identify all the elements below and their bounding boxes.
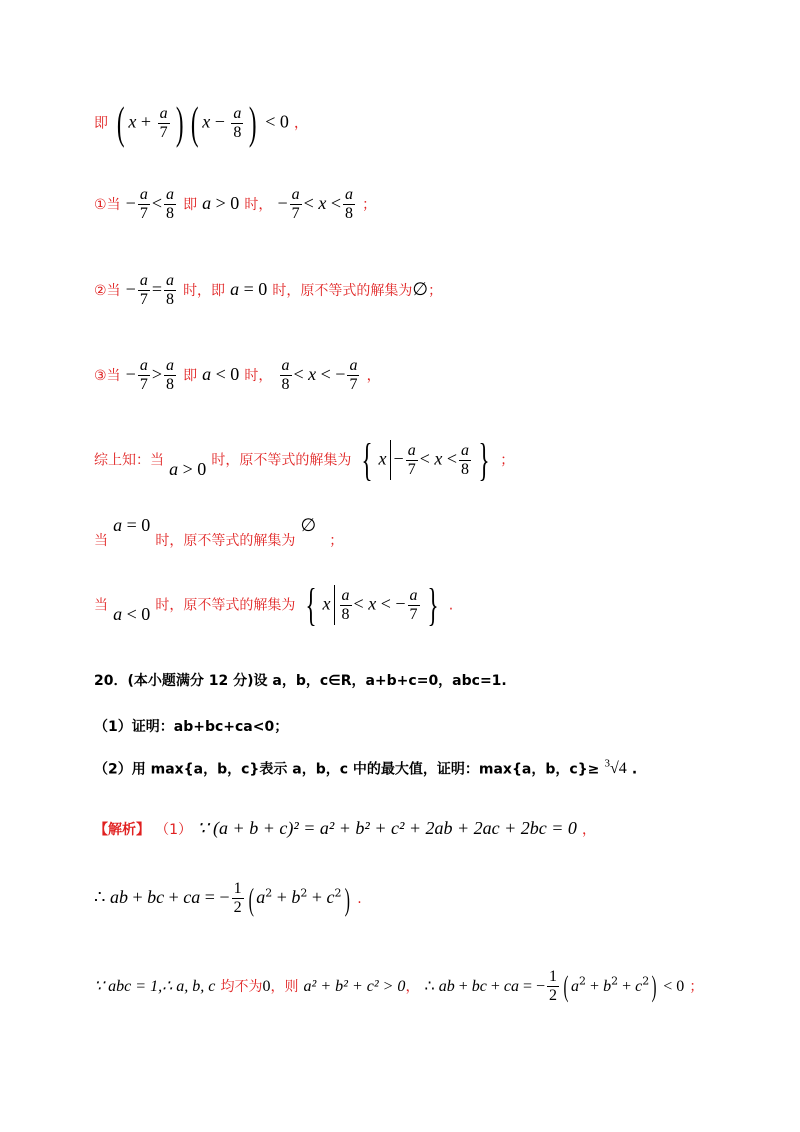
summary-line-2: 当 a = 0 时，原不等式的解集为 ∅ ； <box>94 515 344 549</box>
problem-20-part-1: （1）证明：ab+bc+ca<0； <box>94 719 289 735</box>
problem-20-part-2: （2）用 max{a，b，c}表示 a，b，c 中的最大值，证明：max{a，b，c}≥ $^3$√4 . <box>94 758 638 778</box>
problem-20-title: 20．(本小题满分 12 分)设 a，b，c∈R，a+b+c=0，abc=1. <box>94 673 507 689</box>
solution-line-3: ∵ abc = 1,∴ a, b, c 均不为0，则 a² + b² + c² > 0， ∴ ab + bc + ca = − $\frac{1}{2}$ ( $a^2 + b^2 + c^2) < 0$ ； <box>94 968 704 1004</box>
case-1-line: ①当 − $\frac{a}{7}$ < $\frac{a}{8}$ 即 a > 0 时， − $\frac{a}{7}$ < x < $\frac{a}{8}$ ； <box>94 186 377 222</box>
solution-line-2: ∴ ab + bc + ca = − $\frac{1}{2}$ ( $a^2 + b^2 + c^2$) . <box>94 880 362 917</box>
line-factored-inequality: 即 ( x + $\frac{a}{7}$ ) ( x − $\frac{a}{8}$ ) < 0 ， <box>94 97 308 148</box>
solution-line-1: 【解析】 （1） ∵ (a + b + c)² = a² + b² + c² + 2ab + 2ac + 2bc = 0 ， <box>94 818 597 838</box>
summary-line-3: 当 a < 0 时，原不等式的解集为 { x $\frac{a}{8}$ < x < − $\frac{a}{7}$ } . <box>94 579 454 630</box>
case-3-line: ③当 − $\frac{a}{7}$ > $\frac{a}{8}$ 即 a < 0 时， $\frac{a}{8}$ < x < − $\frac{a}{7}$ ， <box>94 357 381 393</box>
case-2-line: ②当 − $\frac{a}{7}$ = $\frac{a}{8}$ 时，即 a = 0 时，原不等式的解集为∅； <box>94 272 443 308</box>
summary-line-1: 综上知：当 a > 0 时，原不等式的解集为 { x − $\frac{a}{7}$ < x < $\frac{a}{8}$ } ； <box>94 434 515 485</box>
solution-tag: 【解析】 <box>94 822 150 838</box>
